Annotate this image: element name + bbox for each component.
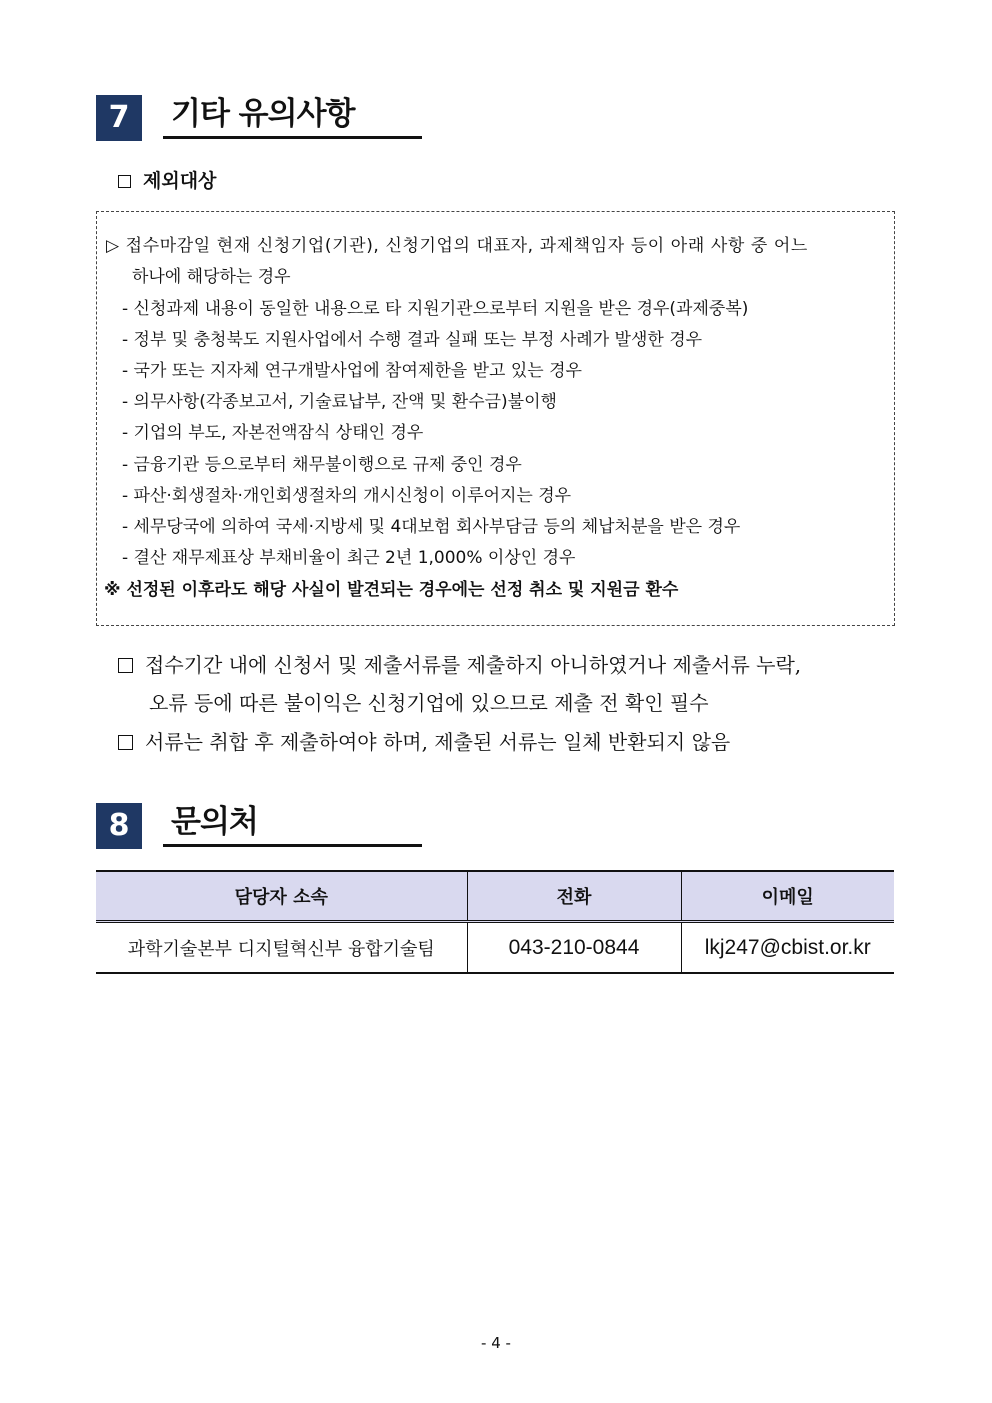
- notice-text: 접수기간 내에 신청서 및 제출서류를 제출하지 아니하였거나 제출서류 누락,: [145, 653, 802, 677]
- table-header-row: [96, 871, 894, 922]
- section-number-badge: 8: [96, 803, 142, 849]
- notice-text: 서류는 취합 후 제출하여야 하며, 제출된 서류는 일체 반환되지 않음: [145, 730, 731, 754]
- section-title: 기타 유의사항: [163, 95, 422, 139]
- checkbox-square-icon: [118, 175, 131, 188]
- exclusion-item: - 기업의 부도, 자본전액잠식 상태인 경우: [122, 423, 424, 443]
- section-title: 문의처: [163, 803, 422, 847]
- table-row: [96, 922, 894, 974]
- exclusion-item: - 금융기관 등으로부터 채무불이행으로 규제 중인 경우: [122, 455, 522, 475]
- exclusion-intro-cont: 하나에 해당하는 경우: [132, 267, 291, 287]
- exclusion-subheading: [118, 168, 216, 194]
- exclusion-item: - 결산 재무제표상 부채비율이 최근 2년 1,000% 이상인 경우: [122, 548, 576, 568]
- phone-cell[interactable]: 043-210-0844: [467, 922, 681, 974]
- notice-submission-cont: 오류 등에 따른 불이익은 신청기업에 있으므로 제출 전 확인 필수: [149, 691, 709, 715]
- exclusion-item: - 파산·회생절차·개인회생절차의 개시신청이 이루어지는 경우: [122, 486, 572, 506]
- exclusion-note: ※ 선정된 이후라도 해당 사실이 발견되는 경우에는 선정 취소 및 지원금 환수: [104, 580, 679, 600]
- page-number: - 4 -: [481, 1334, 511, 1352]
- exclusion-item: - 정부 및 충청북도 지원사업에서 수행 결과 실패 또는 부정 사례가 발생한 경우: [122, 330, 703, 350]
- exclusion-item: - 세무당국에 의하여 국세·지방세 및 4대보험 회사부담금 등의 체납처분을 받은 경우: [122, 517, 741, 537]
- department-cell: 과학기술본부 디지털혁신부 융합기술팀: [96, 922, 467, 974]
- contact-table: [96, 870, 894, 974]
- email-cell[interactable]: lkj247@cbist.or.kr: [681, 922, 894, 974]
- exclusion-item: - 신청과제 내용이 동일한 내용으로 타 지원기관으로부터 지원을 받은 경우(과제중복): [122, 299, 749, 319]
- exclusion-item: - 국가 또는 지자체 연구개발사업에 참여제한을 받고 있는 경우: [122, 361, 582, 381]
- header-department: 담당자 소속: [96, 871, 467, 922]
- notice-return: [118, 729, 730, 755]
- exclusion-item: - 의무사항(각종보고서, 기술료납부, 잔액 및 환수금)불이행: [122, 392, 557, 412]
- checkbox-square-icon: [118, 735, 133, 750]
- header-phone: 전화: [467, 871, 681, 922]
- checkbox-square-icon: [118, 658, 133, 673]
- section-number-badge: 7: [96, 95, 142, 141]
- header-email: 이메일: [681, 871, 894, 922]
- exclusion-intro: ▷ 접수마감일 현재 신청기업(기관), 신청기업의 대표자, 과제책임자 등이 아래 사항 중 어느: [106, 236, 808, 256]
- subheading-label: 제외대상: [143, 170, 217, 192]
- notice-submission: [118, 652, 801, 678]
